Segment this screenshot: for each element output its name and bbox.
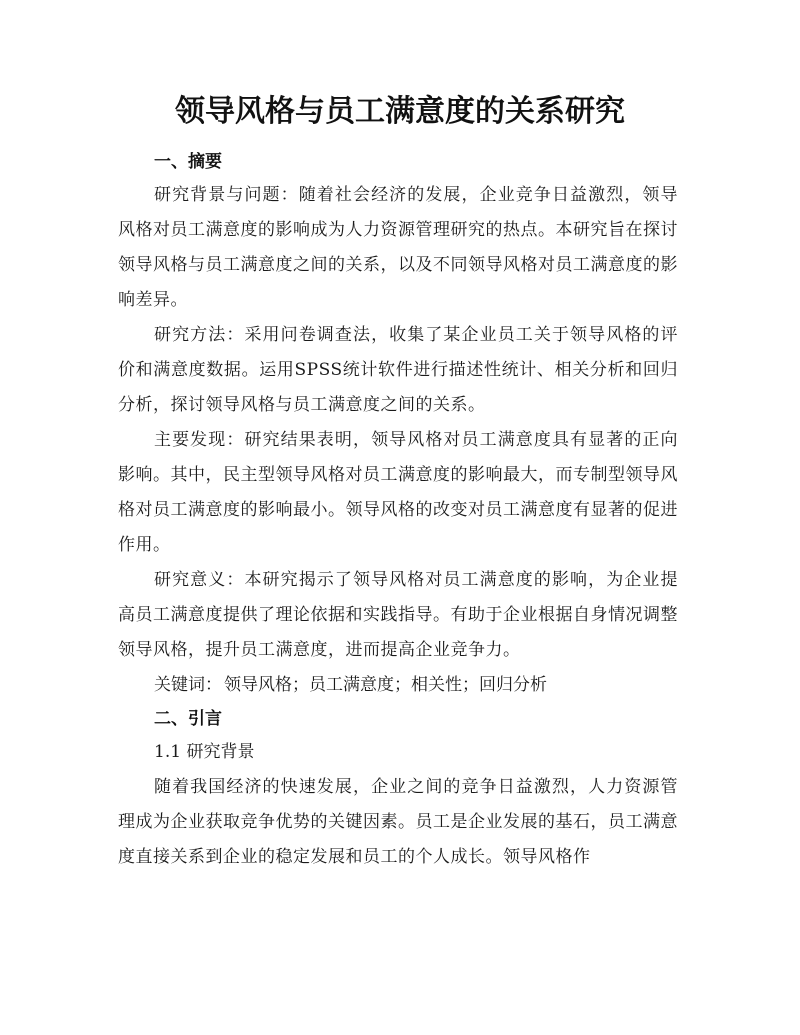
document-body [118,146,678,875]
abstract-paragraph-method: 研究方法：采用问卷调查法，收集了某企业员工关于领导风格的评价和满意度数据。运用SPSS统计软件进行描述性统计、相关分析和回归分析，探讨领导风格与员工满意度之间的关系。 [118,325,678,415]
intro-paragraph: 随着我国经济的快速发展，企业之间的竞争日益激烈，人力资源管理成为企业获取竞争优势的关键因素。员工是企业发展的基石，员工满意度直接关系到企业的稳定发展和员工的个人成长。领导风格作 [118,777,678,867]
section-heading-abstract: 一、摘要 [154,152,222,172]
keywords-value: 领导风格；员工满意度；相关性；回归分析 [224,675,547,695]
document-title: 领导风格与员工满意度的关系研究 [175,94,625,129]
abstract-paragraph-background: 研究背景与问题：随着社会经济的发展，企业竞争日益激烈，领导风格对员工满意度的影响成为人力资源管理研究的热点。本研究旨在探讨领导风格与员工满意度之间的关系，以及不同领导风格对员工满意度的影响差异。 [118,185,678,310]
abstract-paragraph-findings: 主要发现：研究结果表明，领导风格对员工满意度具有显著的正向影响。其中，民主型领导风格对员工满意度的影响最大，而专制型领导风格对员工满意度的影响最小。领导风格的改变对员工满意度有显著的促进作用。 [118,430,678,555]
keywords-label: 关键词： [154,675,222,695]
section-heading-intro: 二、引言 [154,709,222,729]
abstract-paragraph-significance: 研究意义：本研究揭示了领导风格对员工满意度的影响，为企业提高员工满意度提供了理论依据和实践指导。有助于企业根据自身情况调整领导风格，提升员工满意度，进而提高企业竞争力。 [118,570,678,660]
keywords-line [118,668,678,703]
subheading-research-background: 1.1 研究背景 [154,742,255,762]
